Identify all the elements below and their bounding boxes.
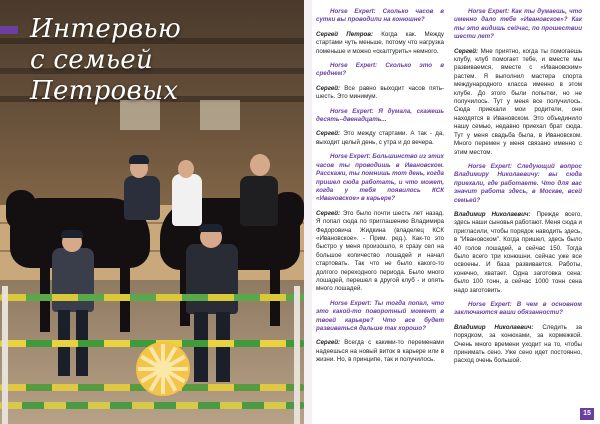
cap-icon [61, 230, 83, 238]
jump-pole [0, 294, 304, 301]
jump-stand [294, 286, 300, 424]
interviewer-label: Horse Expert: [468, 162, 512, 170]
paragraph-text: Всегда с какими-то переменами надеешься на новый виток в карьере или в жизни. Но, в принципе, так и получилось. [316, 339, 444, 364]
title-accent-bar [0, 26, 18, 34]
cap-icon [199, 224, 223, 232]
speaker-name: Сергей: [316, 209, 341, 217]
interviewer-label: Horse Expert: [468, 301, 512, 308]
interviewee-answer [316, 339, 444, 364]
interviewer-question [316, 153, 444, 203]
speaker-name: Сергей: [316, 84, 341, 92]
interview-text-page [312, 0, 600, 424]
horse-head-left [6, 190, 36, 230]
interviewee-answer [454, 324, 582, 366]
speaker-name: Сергей: [316, 130, 341, 138]
interviewer-question [454, 301, 582, 318]
man-body [52, 248, 94, 312]
speaker-name: Сергей Петров: [316, 30, 374, 38]
speaker-name: Владимир Николаевич: [454, 323, 534, 331]
interviewee-answer [454, 211, 582, 295]
interviewer-label: Horse Expert: [330, 8, 376, 15]
interviewer-question [454, 8, 582, 42]
paragraph-text: Это было почти шесть лет назад. Я попал сюда по приглашению Владимира Федоровича Жидкина (владелец КСК «Ивановское». - Прим. ред.). Как-то это быстро у меня произошло, я сразу сел на большое количество лошадей и начал стартовать. Так что не было какого-то долгого переходного периода. Было много лошадей, перешел в другой клуб - и опять много лошадей. [316, 209, 444, 293]
man-leg [216, 312, 230, 382]
speaker-name: Сергей: [316, 339, 341, 347]
paragraph-text: Сколько часов в сутки вы проводили на конюшне? [316, 8, 444, 24]
interviewer-question [316, 8, 444, 25]
interviewer-label: Horse Expert: [330, 62, 378, 70]
article-title [30, 14, 304, 107]
paragraph-text: Когда как. Между стартами чуть меньше, потому что нагрузка поменьше и можно «скалтурить» немного. [316, 30, 444, 55]
article-title-line1: Интервью [30, 14, 182, 44]
interviewer-question [316, 108, 444, 125]
interviewer-question [316, 62, 444, 79]
paragraph-text: В чем в основном заключаются ваши обязанности? [454, 301, 583, 317]
interviewee-answer [316, 31, 444, 56]
paragraph-text: Все равно выходит часов пять-шесть. Это минимум. [316, 84, 444, 101]
paragraph-text: Мне приятно, когда ты помогаешь клубу, клуб помогает тебе, и вместе мы развиваемся, вместе с «Ивановским» растем. Я выполнил мастера спорта международного класса именно в этом клубе. До этого были попытки, но не получилось. Тут у меня все получилось. Сюда приехали мои родители, они находятся в Ивановском. Это объединило нашу семью, недавно приехал брат сюда. Тут у меня свадьба была, в Ивановском. Много перемен у меня связано именно с этим местом. [454, 47, 582, 156]
rider-head [250, 154, 270, 176]
paragraph-text: Большинство из этих часов ты проводишь в Ивановском. Расскажи, ты помнишь тот день, когда пришел сюда работать, и что может, когда у тебя появилось КСК «Ивановское» в карьере? [316, 153, 444, 203]
article-title-line2: с семьей Петровых [30, 45, 179, 106]
text-column-left [316, 8, 444, 371]
interviewer-label: Horse Expert: [330, 107, 374, 115]
man-body [186, 244, 238, 314]
interviewer-label: Horse Expert: [330, 153, 371, 161]
interviewee-answer [316, 210, 444, 294]
text-column-right [454, 8, 582, 372]
jump-stand [2, 286, 8, 424]
speaker-name: Сергей: [454, 47, 479, 55]
rider-body [124, 176, 160, 220]
gutter [304, 0, 312, 424]
jump-pole [0, 402, 304, 409]
interviewer-question [454, 163, 582, 205]
paragraph-text: Прежде всего, здесь наши сыновья работают. Меня сюда и пригласили, чтобы порядок наводить здесь, в "Ивановском". Когда пришел, здесь было 40 голов лошадей, а сейчас 150. Тогда было всего три конюшни, сейчас уже все освоены. И база развивается. Работы, конечно, хватает. Одна заготовка сена: было 100 тонн, а сейчас 1000 тонн сена надо заготовить. [454, 210, 582, 294]
rider-head [178, 160, 194, 178]
paragraph-text: Я думала, скажешь десять–двенадцать... [316, 107, 444, 124]
paragraph-text: Это между стартами. А так - да, выходит целый день, с утра и до вечера. [316, 130, 444, 146]
jump-fan-decoration [136, 342, 190, 396]
interviewee-answer [316, 130, 444, 147]
man-leg [194, 312, 208, 382]
cap-icon [129, 155, 149, 164]
paragraph-text: Следить за порядком, за конюхами, за кормежкой. Очень много времени уходит на то, чтобы принимать сено. Уже сено идет постоянно, расход очень большой. [454, 323, 582, 365]
paragraph-text: Следующий вопрос Владимиру Николаевичу: вы сюда приехали, где работаете. Что для вас значит работа здесь, в Москве, всей семьей? [454, 162, 582, 204]
interviewee-answer [316, 85, 444, 102]
speaker-name: Владимир Николаевич: [454, 210, 531, 218]
interviewer-label: Horse Expert: [330, 299, 372, 307]
page-number: 15 [580, 408, 594, 420]
paragraph-text: Ты тогда попал, что это какой-то поворотный момент в твоей карьере? Что все будет развиваться дальше так хорошо? [316, 299, 445, 332]
rider-body [172, 174, 202, 226]
interviewee-answer [454, 48, 582, 157]
interviewer-question [316, 300, 444, 334]
rider-body [240, 176, 278, 226]
interviewer-label: Horse Expert: [468, 8, 510, 15]
paragraph-text: Как ты думаешь, что именно дало тебе «Ивановское»? Как ты это видишь сейчас, по прошествии шести лет? [454, 8, 582, 41]
paragraph-text: Сколько это в среднем? [316, 62, 444, 78]
